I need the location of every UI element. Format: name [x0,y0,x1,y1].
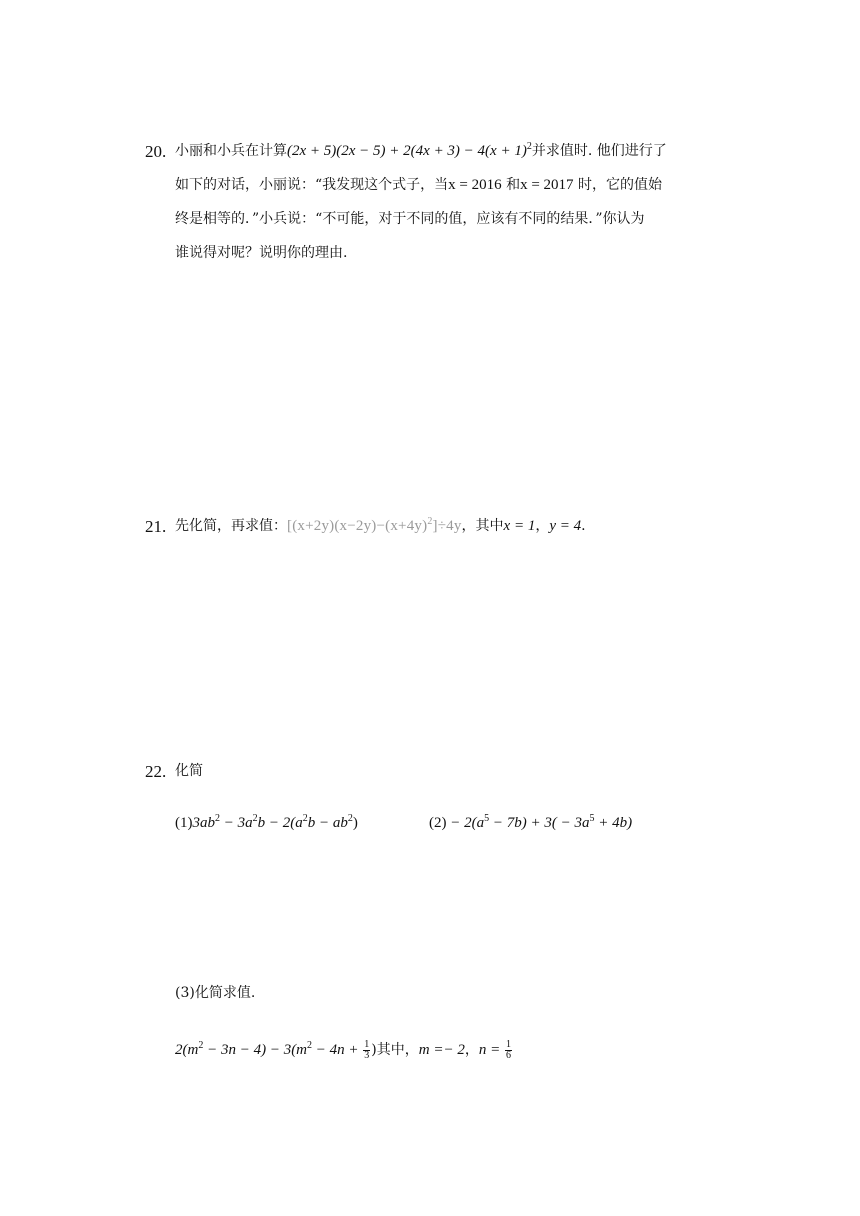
question-21-line [175,516,586,536]
question-20-line-2 [175,175,662,195]
fraction-1-denominator: 3 [364,1050,370,1062]
q20-line2-a: 如下的对话，小丽说：“我发现这个式子，当 [175,177,449,193]
q22-part3-b: − 3n − 4) − 3(m [203,1042,308,1058]
q20-expr-exponent: 2 [526,141,532,152]
q22-part1-exp-2: 2 [252,813,258,824]
fraction-2-numerator: 1 [505,1039,511,1051]
q22-part1-a: 3ab [192,815,215,831]
q20-line1-suffix: 并求值时. 他们进行了 [531,143,667,159]
q22-part1-exp-1: 2 [215,813,220,824]
q22-part1-c: b − 2(a [257,815,303,831]
q22-part3-fraction-1 [363,1040,370,1061]
q22-part3-exp-2: 2 [307,1040,313,1051]
q22-part3-a: 2(m [175,1042,199,1058]
q22-part-3-expression [175,1040,513,1061]
q22-part-3-title: (3)化简求值. [175,985,256,1001]
question-20-line-1 [175,141,667,161]
q20-line2-c: 时，它的值始 [573,177,662,193]
question-20-line-3: 终是相等的．”小兵说：“不可能，对于不同的值，应该有不同的结果．”你认为 [175,211,645,227]
q22-part1-exp-3: 2 [302,813,308,824]
q20-x-2017: x = 2017 [520,177,574,193]
q21-end: . [581,518,586,534]
q20-line2-b: 和 [501,177,521,193]
q21-ghost-expr: [(x+2y)(x−2y)−(x+4y) [287,518,428,534]
q21-cond-y: y = 4 [549,518,582,534]
question-22-number: 22. [145,762,167,781]
q21-expression-image [287,518,462,534]
question-22-title: 化简 [175,763,203,779]
q20-line1-prefix: 小丽和小兵在计算 [175,143,287,159]
q22-part3-sep: ， [464,1042,479,1058]
q22-part3-n: n = [478,1042,504,1058]
question-20-line-4: 谁说得对呢？说明你的理由. [175,245,348,261]
fraction-1-numerator: 1 [364,1039,370,1051]
q22-part2-exp-2: 5 [589,813,595,824]
q22-part2-b: − 7b) + 3( − 3a [489,815,590,831]
q21-sep: ， [535,518,550,534]
q20-expr-text: (2x + 5)(2x − 5) + 2(4x + 3) − 4(x + 1) [287,143,527,159]
q22-part3-d: )其中， [371,1042,419,1058]
q22-part3-exp-1: 2 [198,1040,204,1051]
q20-x-2016: x = 2016 [448,177,502,193]
q22-part1-e: ) [352,815,358,831]
q22-part-1 [175,813,358,833]
fraction-2-denominator: 6 [505,1050,511,1062]
q21-ghost-tail: ]÷4y [432,518,462,534]
q22-part3-fraction-2 [505,1040,512,1061]
question-20-number: 20. [145,142,167,161]
q21-ghost-exponent: 2 [427,516,433,527]
q22-part1-label: (1) [175,815,193,831]
question-21-number: 21. [145,517,167,536]
q21-cond-x: x = 1 [503,518,536,534]
q22-part2-exp-1: 5 [484,813,490,824]
q22-part1-d: b − ab [307,815,348,831]
q21-mid: ，其中 [461,518,504,534]
q22-part-2 [429,813,632,833]
q22-part3-m: m =− 2 [418,1042,465,1058]
q22-part1-exp-4: 2 [347,813,353,824]
q22-part1-b: − 3a [220,815,253,831]
q20-expression [287,143,532,159]
q22-part2-label: (2) [429,815,447,831]
q21-prefix: 先化简，再求值： [175,518,287,534]
q22-part2-c: + 4b) [594,815,633,831]
q22-part3-c: − 4n + [312,1042,363,1058]
q22-part2-a: − 2(a [446,815,485,831]
